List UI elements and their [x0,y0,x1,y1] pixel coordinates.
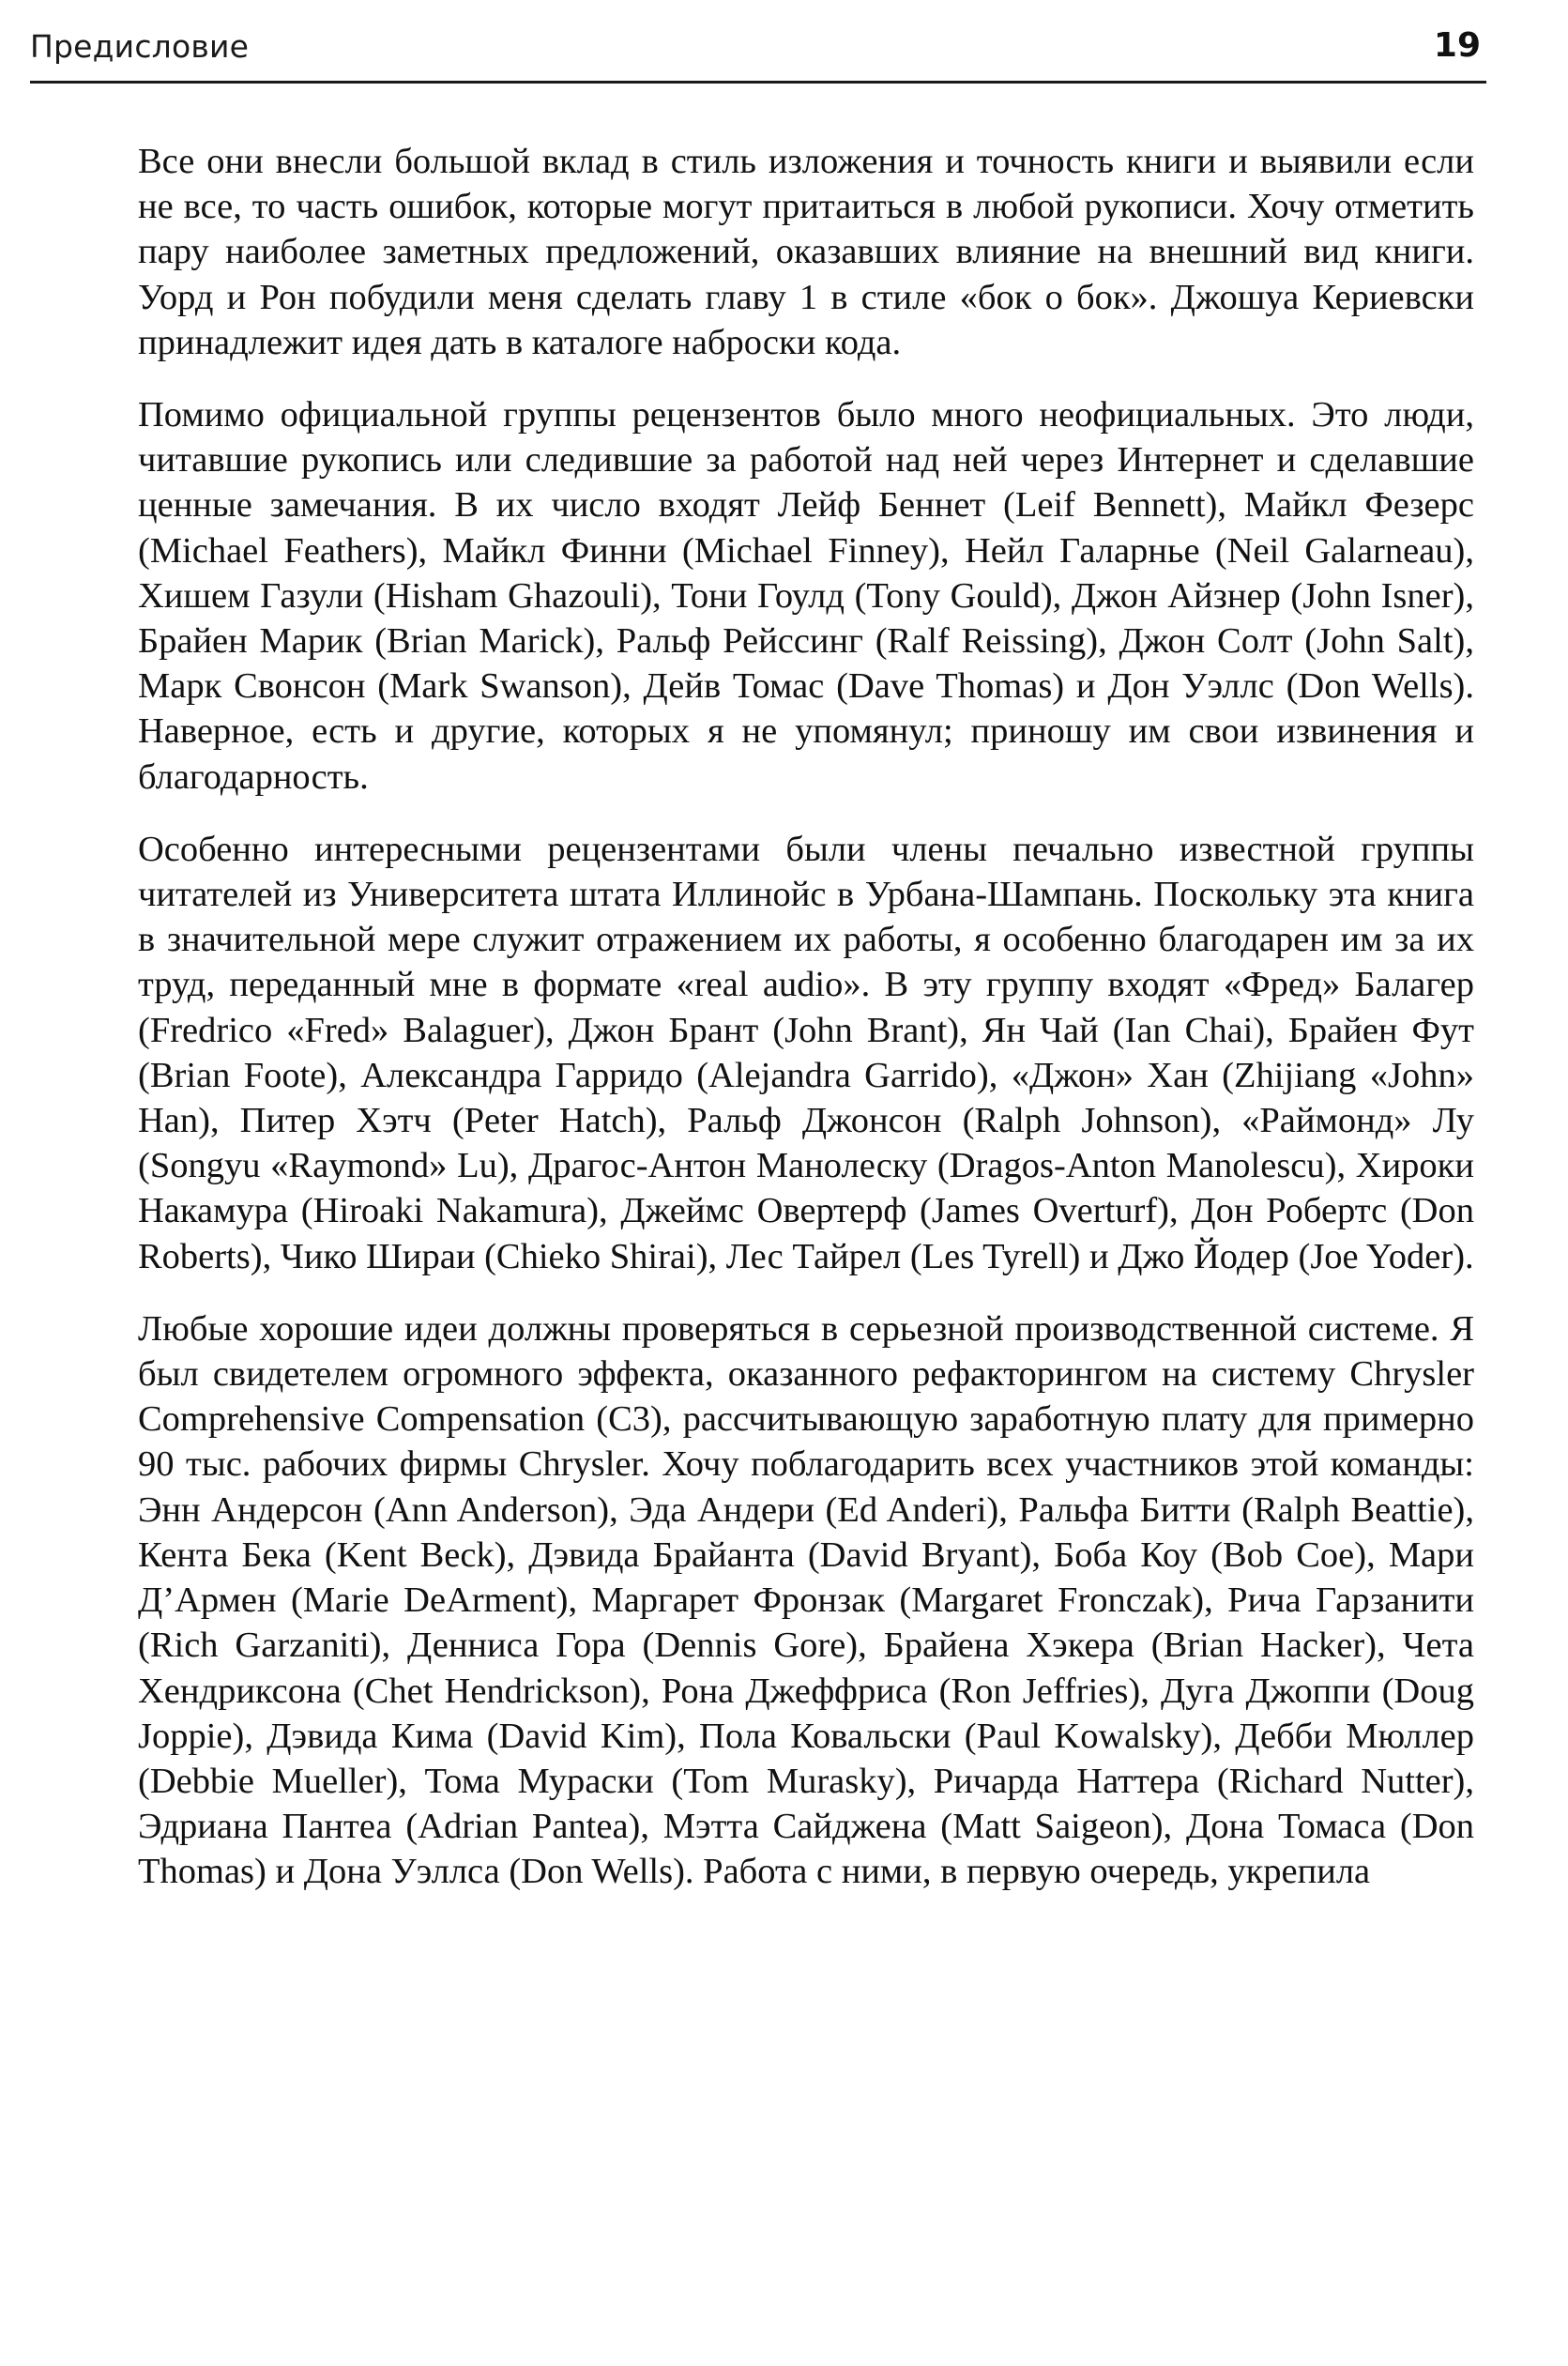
paragraph: Любые хорошие идеи должны проверяться в серьезной производственной системе. Я был свидетелем огромного эффекта, оказанного рефакторингом на систему Chrysler Comprehensive Compensation (C3), рассчитывающую заработную плату для примерно 90 тыс. рабочих фирмы Chrysler. Хочу поблагодарить всех участников этой команды: Энн Андерсон (Ann Anderson), Эда Андери (Ed Anderi), Ральфа Битти (Ralph Beattie), Кента Бека (Kent Beck), Дэвида Брайанта (David Bryant), Боба Коу (Bob Coe), Мари Д’Армен (Marie DeArment), Маргарет Фронзак (Margaret Fronczak), Рича Гарзанити (Rich Garzaniti), Денниса Гора (Dennis Gore), Брайена Хэкера (Brian Hacker), Чета Хендриксона (Chet Hendrickson), Рона Джеффриса (Ron Jeffries), Дуга Джоппи (Doug Joppie), Дэвида Кима (David Kim), Пола Ковальски (Paul Kowalsky), Дебби Мюллер (Debbie Mueller), Тома Мураски (Tom Murasky), Ричарда Наттера (Richard Nutter), Эдриана Пантеа (Adrian Pantea), Мэтта Сайджена (Matt Saigeon), Дона Томаса (Don Thomas) и Дона Уэллса (Don Wells). Работа с ними, в первую очередь, укрепила [138,1308,1474,1892]
paragraph: Особенно интересными рецензентами были члены печально известной группы читателей из Университета штата Иллинойс в Урбана-Шампань. Поскольку эта книга в значительной мере служит отражением их работы, я особенно благодарен им за их труд, переданный мне в формате «real audio». В эту группу входят «Фред» Балагер (Fredrico «Fred» Balaguer), Джон Брант (John Brant), Ян Чай (Ian Chai), Брайен Фут (Brian Foote), Александра Гарридо (Alejandra Garrido), «Джон» Хан (Zhijiang «John» Han), Питер Хэтч (Peter Hatch), Ральф Джонсон (Ralph Johnson), «Раймонд» Лу (Songyu «Raymond» Lu), Драгос-Антон Манолеску (Dragos-Anton Manolescu), Хироки Накамура (Hiroaki Nakamura), Джеймс Овертерф (James Overturf), Дон Робертс (Don Roberts), Чико Шираи (Chieko Shirai), Лес Тайрел (Les Tyrell) и Джо Йодер (Joe Yoder). [138,829,1474,1276]
running-header [30,24,1486,84]
paragraph: Помимо официальной группы рецензентов было много неофициальных. Это люди, читавшие рукопись или следившие за работой над ней через Интернет и сделавшие ценные замечания. В их число входят Лейф Беннет (Leif Bennett), Майкл Фезерс (Michael Feathers), Майкл Финни (Michael Finney), Нейл Галарнье (Neil Galarneau), Хишем Газули (Hisham Ghazouli), Тони Гоулд (Tony Gould), Джон Айзнер (John Isner), Брайен Марик (Brian Marick), Ральф Рейссинг (Ralf Reissing), Джон Солт (John Salt), Марк Свонсон (Mark Swanson), Дейв Томас (Dave Thomas) и Дон Уэллс (Don Wells). Наверное, есть и другие, которых я не упомянул; приношу им свои извинения и благодарность. [138,395,1474,797]
body-text [138,139,1474,1922]
page-number: 19 [1433,26,1481,65]
paragraph: Все они внесли большой вклад в стиль изложения и точность книги и выявили если не все, то часть ошибок, которые могут притаиться в любой рукописи. Хочу отметить пару наиболее заметных предложений, оказавших влияние на внешний вид книги. Уорд и Рон побудили меня сделать главу 1 в стиле «бок о бок». Джошуа Кериевски принадлежит идея дать в каталоге наброски кода. [138,142,1474,362]
section-title: Предисловие [30,28,250,65]
